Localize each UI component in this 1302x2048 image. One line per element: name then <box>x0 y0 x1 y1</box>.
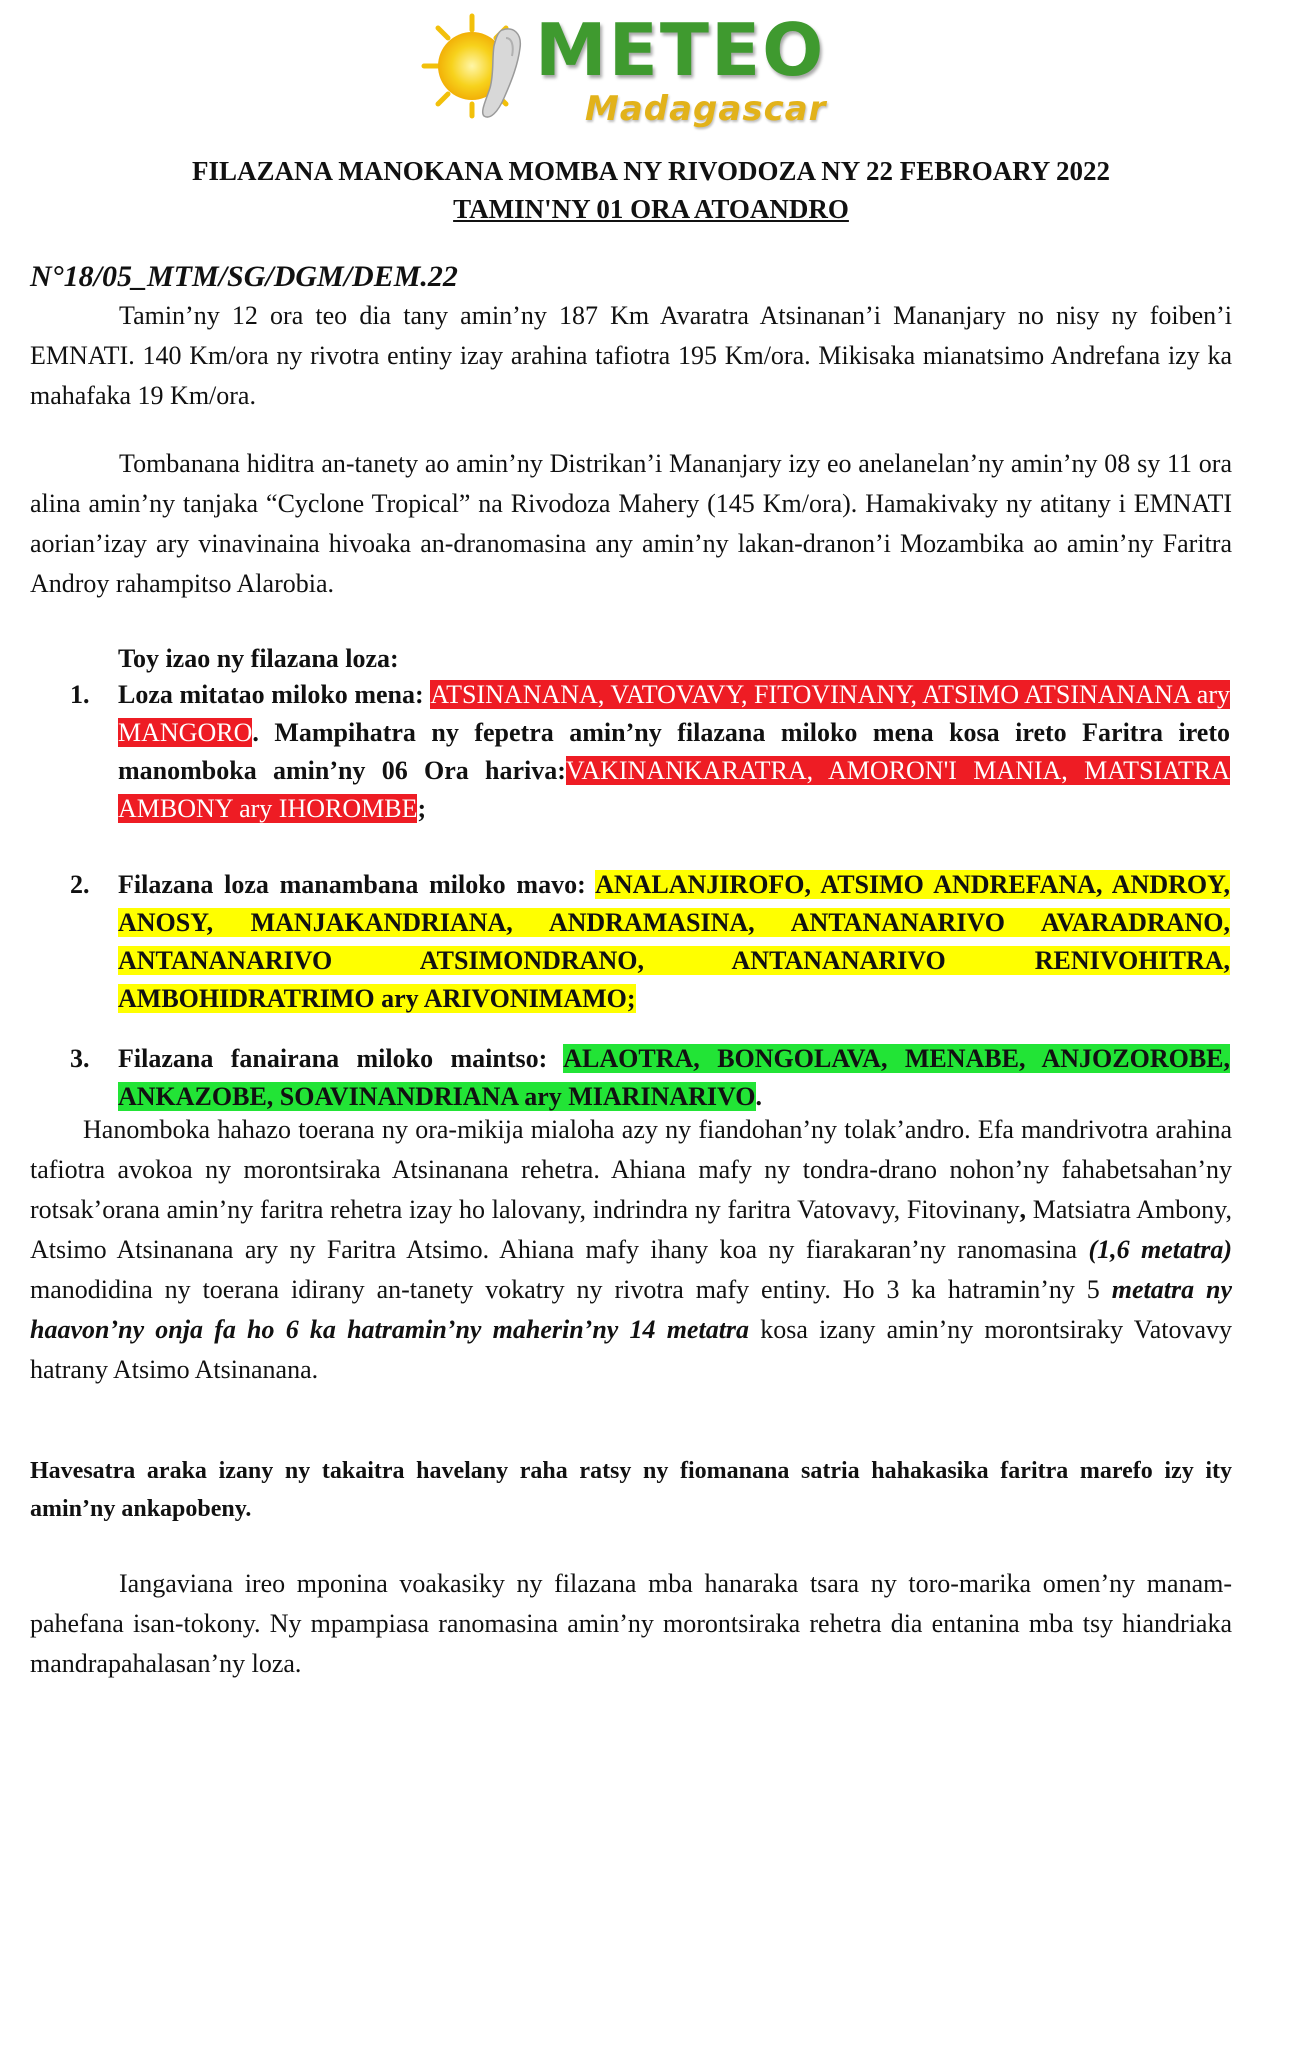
bulletin-subtitle: TAMIN'NY 01 ORA ATOANDRO <box>453 194 849 224</box>
impacts-text: Hanomboka hahazo toerana ny ora-mikija mialoha azy ny fiandohan’ny tolak’andro. Efa mandrivotra arahina tafiotra avokoa ny morontsiraka Atsinanana rehetra. Ahiana mafy ny tondra-drano nohon’ny fahabetsahan’ny rotsak’orana amin’ny faritra rehetra izay ho lalovany, indrindra ny faritra Vatovavy, Fitovinany <box>30 1115 1232 1224</box>
logo-subtitle: Madagascar <box>585 89 827 129</box>
list-item-yellow-alert <box>118 866 1230 1018</box>
wave-height: metatra ny haavon’ny onja fa ho 6 ka hatramin’ny maherin’ny 14 metatra <box>30 1275 1232 1344</box>
alert-label: Filazana fanairana miloko maintso: <box>118 1044 564 1073</box>
paragraph-position: Tamin’ny 12 ora teo dia tany amin’ny 187 Km Avaratra Atsinanan’i Mananjary no nisy ny foiben’i EMNATI. 140 Km/ora ny rivotra entiny izay arahina tafiotra 195 Km/ora. Mikisaka mianatsimo Andrefana izy ka mahafaka 19 Km/ora. <box>30 301 1232 410</box>
impacts-text: manodidina ny toerana idirany an-tanety vokatry ny rivotra mafy entiny. Ho 3 ka hatramin’ny 5 <box>30 1275 1112 1304</box>
meteo-madagascar-logo <box>410 8 827 138</box>
red-regions-evening: VAKINANKARATRA, AMORON'I MANIA, MATSIATRA AMBONY ary IHOROMBE <box>118 756 1230 823</box>
punctuation: ; <box>417 794 427 823</box>
bulletin-title: FILAZANA MANOKANA MOMBA NY RIVODOZA NY 22 FEBROARY 2022 <box>191 156 1111 186</box>
list-number: 1. <box>70 680 90 709</box>
list-item-red-alert <box>118 676 1230 828</box>
list-item-green-alert <box>118 1040 1230 1116</box>
yellow-regions: ANALANJIROFO, ATSIMO ANDREFANA, ANDROY, ANOSY, MANJAKANDRIANA, ANDRAMASINA, ANTANANARIVO AVARADRANO, ANTANANARIVO ATSIMONDRANO, ANTANANARIVO RENIVOHITRA, AMBOHIDRATRIMO ary ARIVONIMAMO; <box>118 870 1230 1013</box>
alert-label: Filazana loza manambana miloko mavo: <box>118 870 596 899</box>
paragraph-advice: Iangaviana ireo mponina voakasiky ny filazana mba hanaraka tsara ny toro-marika omen’ny manam-pahefana isan-tokony. Ny mpampiasa ranomasina amin’ny morontsiraka rehetra dia entanina mba tsy hiandriaka mandrapahalasan’ny loza. <box>30 1569 1232 1678</box>
alert-text: . Mampihatra ny fepetra amin’ny filazana miloko mena kosa ireto Faritra ireto manomboka amin’ny 06 Ora hariva: <box>118 718 1230 785</box>
impacts-comma: , <box>1019 1195 1027 1224</box>
logo-title: METEO <box>535 8 826 92</box>
impacts-text: kosa izany amin’ny morontsiraky Vatovavy hatrany Atsimo Atsinanana. <box>30 1315 1232 1384</box>
alert-label: Loza mitatao miloko mena: <box>118 680 431 709</box>
punctuation: . <box>755 1082 762 1111</box>
paragraph-landfall: Tombanana hiditra an-tanety ao amin’ny Distrikan’i Mananjary izy eo anelanelan’ny amin’ny 08 sy 11 ora alina amin’ny tanjaka “Cyclone Tropical” na Rivodoza Mahery (145 Km/ora). Hamakivaky ny atitany i EMNATI aorian’izay ary vinavinaina hivoaka an-dranomasina any amin’ny lakan-dranon’i Mozambika ao amin’ny Faritra Androy rahampitso Alarobia. <box>30 449 1232 598</box>
green-regions: ALAOTRA, BONGOLAVA, MENABE, ANJOZOROBE, ANKAZOBE, SOAVINANDRIANA ary MIARINARIVO <box>118 1044 1231 1111</box>
reference-number: N°18/05_MTM/SG/DGM/DEM.22 <box>30 260 458 293</box>
surge-height: (1,6 metatra) <box>1088 1235 1232 1264</box>
list-number: 3. <box>70 1044 90 1073</box>
paragraph-impacts <box>30 1110 1232 1390</box>
paragraph-warning: Havesatra araka izany ny takaitra havelany raha ratsy ny fiomanana satria hahakasika faritra marefo izy ity amin’ny ankapobeny. <box>30 1458 1232 1522</box>
alert-list-intro: Toy izao ny filazana loza: <box>118 644 399 673</box>
red-regions: ATSINANANA, VATOVAVY, FITOVINANY, ATSIMO ATSINANANA ary MANGORO <box>118 680 1231 747</box>
list-number: 2. <box>70 870 90 899</box>
impacts-text: Matsiatra Ambony, Atsimo Atsinanana ary ny Faritra Atsimo. Ahiana mafy ihany koa ny fiarakaran’ny ranomasina <box>30 1195 1232 1264</box>
